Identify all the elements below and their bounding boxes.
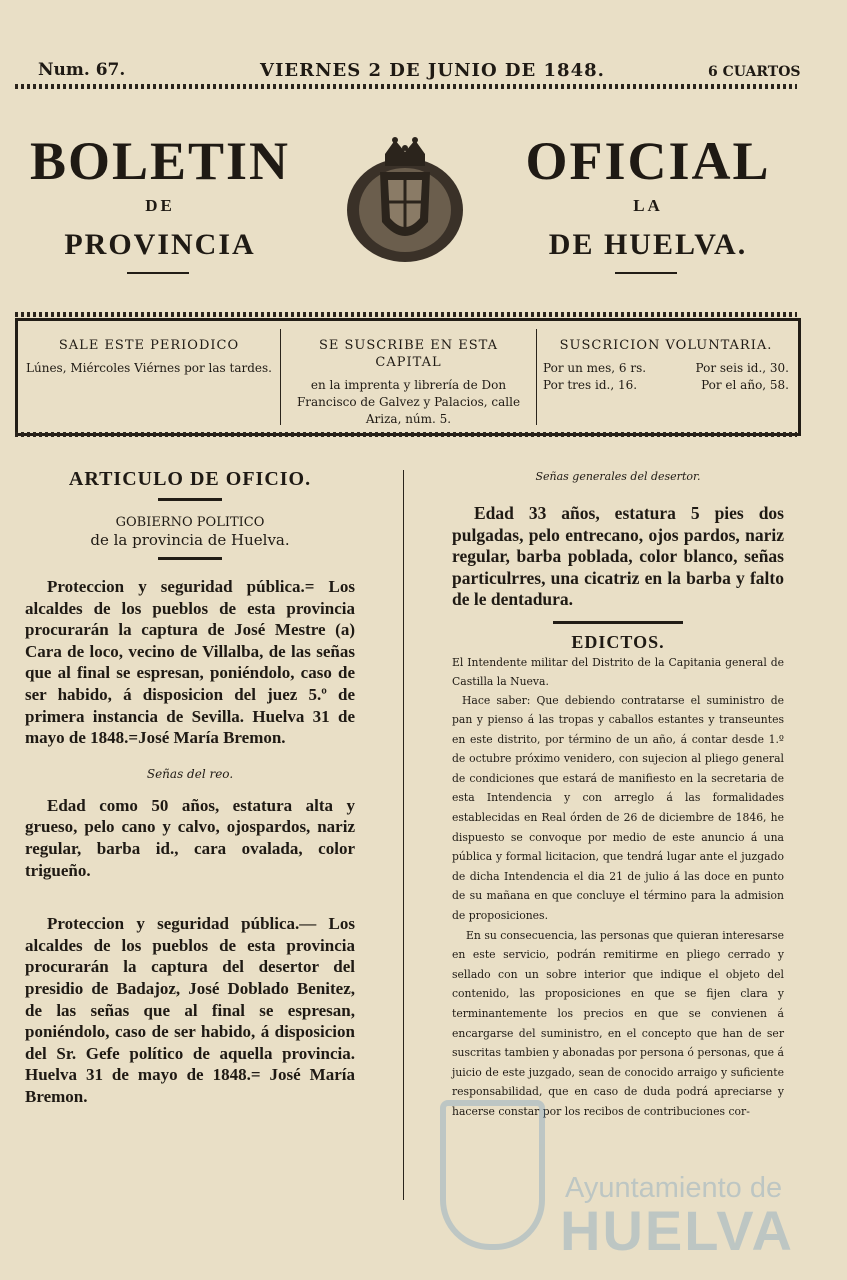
- watermark-line-2: HUELVA: [560, 1199, 794, 1262]
- deserter-signs-title: Señas generales del desertor.: [535, 470, 701, 483]
- price-year: Por el año, 58.: [701, 378, 789, 392]
- deserter-description: Edad 33 años, estatura 5 pies dos pulgadas, pelo entrecano, ojos pardos, nariz regular, barba poblada, color blanco, señas particulrres, una cicatriz en la barba y falto de le dentadura.: [452, 503, 784, 609]
- watermark-shield-icon: [440, 1100, 545, 1250]
- edicts-title: EDICTOS.: [571, 631, 665, 652]
- subscription-box: [15, 318, 801, 436]
- location-text: en la imprenta y librería de Don Francisco de Galvez y Palacios, calle Ariza, núm. 5.: [296, 378, 521, 426]
- subscription-schedule: [18, 321, 280, 433]
- masthead-underline-right: [615, 272, 677, 274]
- right-column: [452, 470, 784, 1122]
- masthead-word-boletin: BOLETIN: [29, 131, 291, 191]
- notice-1: Proteccion y seguridad pública.= Los alcaldes de los pueblos de esta provincia procurarán la captura de José Mestre (a) Cara de loco, vecino de Villalba, de las señas que al final se espresan, poniéndolo, caso de ser habido, á disposicion del juez 5.º de primera instancia de Sevilla. Huelva 31 de mayo de 1848.=José María Bremon.: [25, 577, 355, 748]
- masthead-word-huelva: DE HUELVA.: [548, 228, 748, 261]
- left-column: [25, 468, 355, 1107]
- watermark: [430, 1080, 810, 1270]
- box-bottom-rule: [15, 432, 797, 437]
- subscription-location: [281, 321, 536, 433]
- prices-heading: SUSCRICION VOLUNTARIA.: [559, 338, 773, 353]
- edict-intro: El Intendente militar del Distrito de la Capitania general de Castilla la Nueva.: [452, 655, 784, 688]
- title-rule: [158, 498, 222, 501]
- issue-number: Num. 67.: [38, 60, 126, 80]
- schedule-text: Lúnes, Miércoles Viérnes por las tardes.: [26, 361, 272, 375]
- masthead-word-provincia: PROVINCIA: [64, 228, 256, 261]
- watermark-line-1: Ayuntamiento de: [565, 1172, 783, 1204]
- subscription-prices: [537, 321, 795, 433]
- government-subheading: de la provincia de Huelva.: [90, 531, 290, 549]
- edict-paragraph-2: En su consecuencia, las personas que quieran interesarse en este servicio, podrán remitirme en pliego cerrado y sellado con un sobre interior que indique el objeto del contenido, las proposiciones en que se fijen clara y terminantemente los precios en que se convienen á encargarse del suministro, en el concepto que han de ser suscritas tambien y abonadas por persona ó personas, que á juicio de este juzgado, sean de conocido arraigo y suficiente responsabilidad, que en caso de duda podrá apreciarse y hacerse constar por los recibos de contribuciones cor-: [452, 928, 784, 1118]
- header-rule: [15, 84, 797, 89]
- price-three-months: Por tres id., 16.: [543, 378, 638, 392]
- price-month: Por un mes, 6 rs.: [543, 361, 647, 375]
- location-heading: SE SUSCRIBE EN ESTA CAPITAL: [318, 338, 499, 370]
- description-1: Edad como 50 años, estatura alta y grueso, pelo cano y calvo, ojospardos, nariz regular, barba id., cara ovalada, color trigueño.: [25, 795, 355, 880]
- masthead-word-oficial: OFICIAL: [525, 131, 771, 191]
- gov-rule: [158, 557, 222, 560]
- edicts-rule: [553, 621, 683, 624]
- box-top-rule: [15, 312, 797, 317]
- column-divider: [403, 470, 404, 1200]
- government-heading: GOBIERNO POLITICO: [115, 515, 265, 530]
- edict-paragraph-1: Hace saber: Que debiendo contratarse el suministro de pan y pienso á las tropas y caballos estantes y transeuntes en este distrito, por término de un año, á contar desde 1.º de octubre próximo venidero, con sujecion al pliego general de condiciones que estará de manifiesto en la secretaria de esta Intendencia y con arreglo á las formalidades establecidas en Real órden de 26 de diciembre de 1846, he dispuesto se convoque por medio de este anuncio á una pública y formal licitacion, que tendrá lugar ante el juzgado de dicha Intendencia el dia 21 de julio á las doce en punto de su mañana en que concluye el término para la admision de proposiciones.: [452, 693, 784, 923]
- coat-of-arms-icon: [340, 132, 470, 268]
- masthead-underline-left: [127, 272, 189, 274]
- signs-title: Señas del reo.: [146, 766, 234, 781]
- masthead-word-la: LA: [633, 196, 663, 215]
- schedule-heading: SALE ESTE PERIODICO: [58, 338, 240, 353]
- issue-price: 6 CUARTOS: [708, 64, 801, 80]
- price-six-months: Por seis id., 30.: [695, 361, 789, 375]
- notice-2: Proteccion y seguridad pública.— Los alcaldes de los pueblos de esta provincia procurarán la captura del desertor del presidio de Badajoz, José Doblado Benitez, de las señas que al final se espresan, poniéndolo, caso de ser habido, á disposicion del Sr. Gefe político de aquella provincia. Huelva 31 de mayo de 1848.= José María Bremon.: [25, 914, 355, 1106]
- section-title: ARTICULO DE OFICIO.: [68, 468, 312, 490]
- masthead-word-de: DE: [145, 196, 175, 215]
- issue-date: VIERNES 2 DE JUNIO DE 1848.: [260, 60, 605, 81]
